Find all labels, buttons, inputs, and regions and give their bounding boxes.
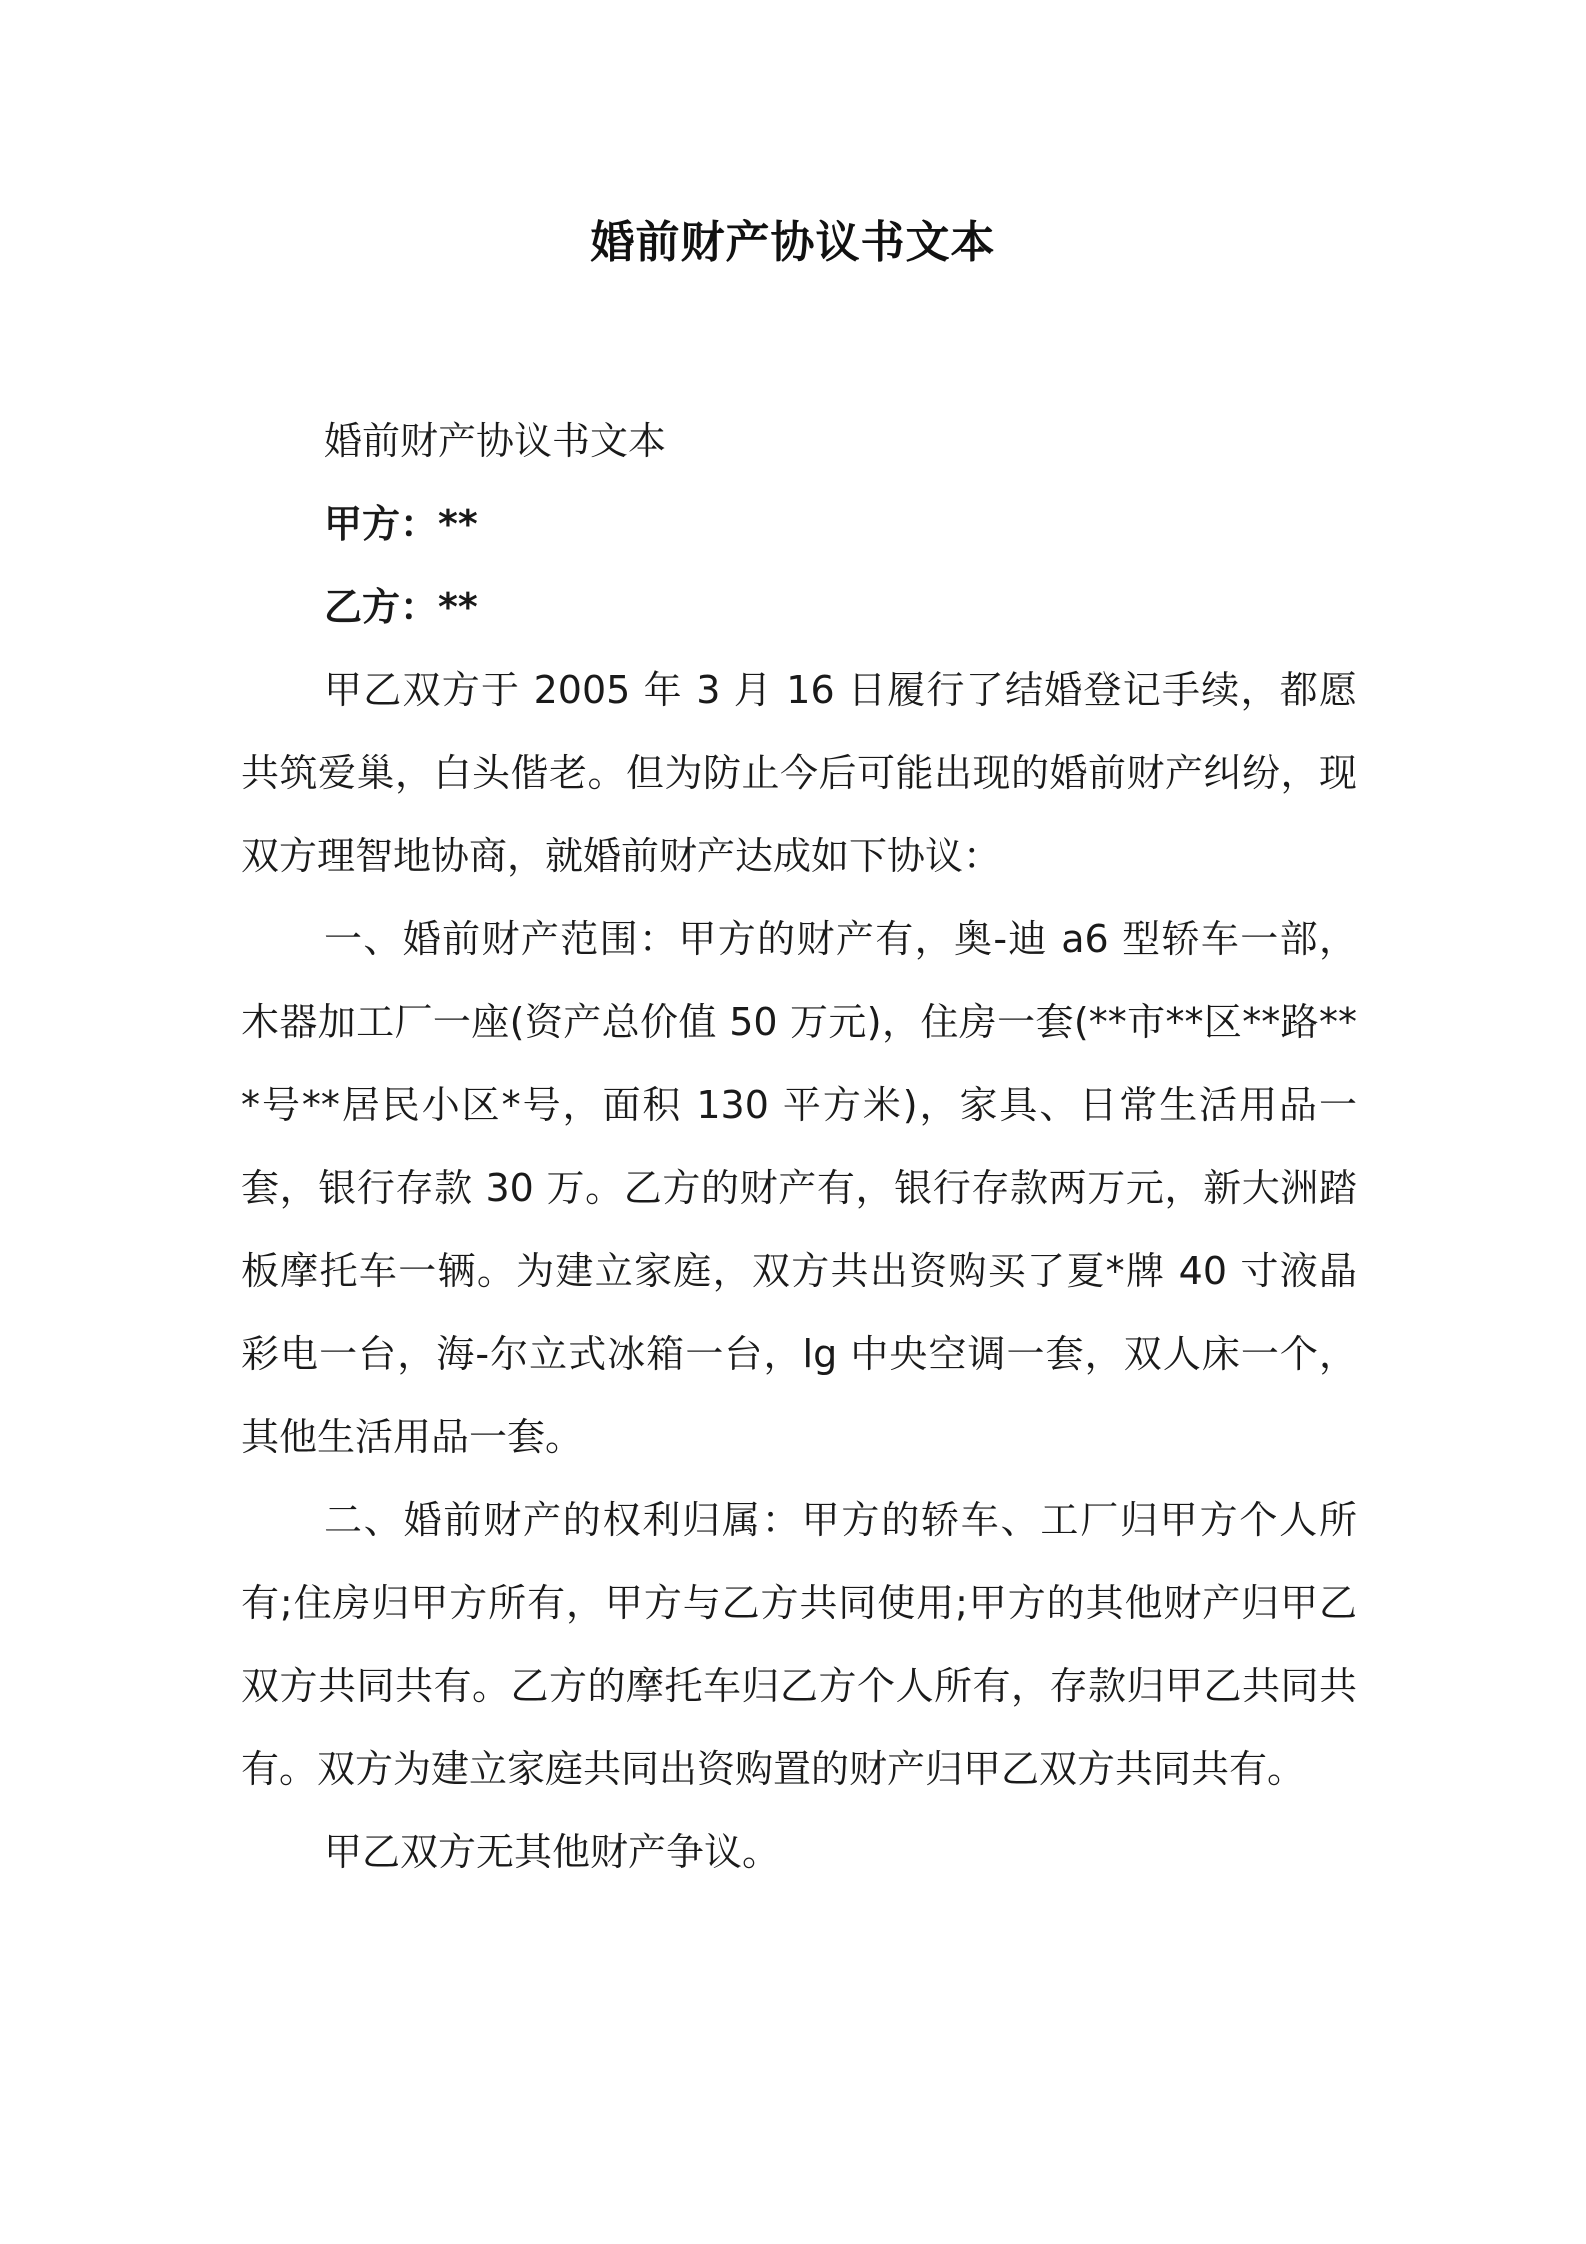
document-body (241, 400, 1357, 1894)
party-a-line: 甲方：** (324, 502, 478, 546)
clause-2-paragraph: 二、婚前财产的权利归属：甲方的轿车、工厂归甲方个人所有;住房归甲方所有，甲方与乙方共同使用;甲方的其他财产归甲乙双方共同共有。乙方的摩托车归乙方个人所有，存款归甲乙共同共有。双方为建立家庭共同出资购置的财产归甲乙双方共同共有。 (241, 1498, 1357, 1791)
heading-paragraph: 婚前财产协议书文本 (324, 419, 667, 463)
party-b-line: 乙方：** (324, 585, 478, 629)
document-title: 婚前财产协议书文本 (590, 217, 996, 268)
clause-1-paragraph: 一、婚前财产范围：甲方的财产有，奥-迪 a6 型轿车一部，木器加工厂一座(资产总价值 50 万元)，住房一套(**市**区**路***号**居民小区*号，面积 130 平方米)，家具、日常生活用品一套，银行存款 30 万。乙方的财产有，银行存款两万元，新大洲踏板摩托车一辆。为建立家庭，双方共出资购买了夏*牌 40 寸液晶彩电一台，海-尔立式冰箱一台，lg 中央空调一套，双人床一个，其他生活用品一套。 (241, 917, 1357, 1459)
intro-paragraph: 甲乙双方于 2005 年 3 月 16 日履行了结婚登记手续，都愿共筑爱巢，白头偕老。但为防止今后可能出现的婚前财产纠纷，现双方理智地协商，就婚前财产达成如下协议： (241, 668, 1357, 878)
closing-paragraph: 甲乙双方无其他财产争议。 (324, 1830, 781, 1874)
